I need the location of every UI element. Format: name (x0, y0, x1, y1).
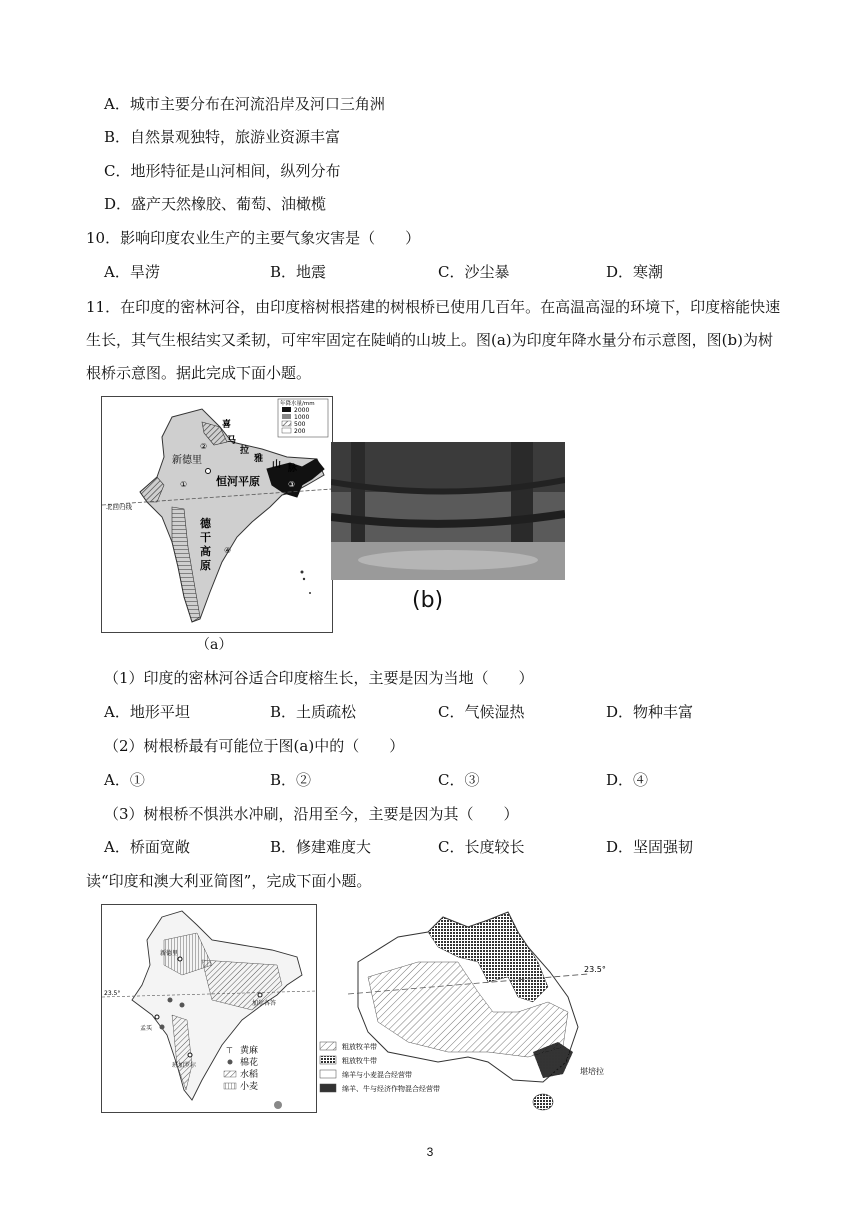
q9-option-d: D．盛产天然橡胶、葡萄、油橄榄 (104, 195, 327, 213)
q11-sub3-option-a: A．桥面宽敞 (104, 838, 190, 856)
label-ma: 马 (227, 436, 237, 446)
q11-sub2-stem: （2）树根桥最有可能位于图(a)中的（ ） (104, 737, 405, 755)
label-ya: 雅 (254, 454, 264, 464)
india-lat-label: 23.5° (104, 990, 121, 997)
legend-wheat: 小麦 (240, 1082, 259, 1092)
q11-sub1-option-c: C．气候湿热 (438, 703, 525, 721)
q11-sub2-option-d: D．④ (606, 771, 649, 789)
label-xi: 喜 (222, 420, 232, 430)
india-agriculture-map-svg (102, 905, 316, 1112)
legend-rice: 水稻 (240, 1070, 259, 1080)
q9-option-c: C．地形特征是山河相间，纵列分布 (104, 162, 341, 180)
india-precipitation-map-svg (102, 397, 332, 632)
label-canberra: 堪培拉 (580, 1067, 604, 1076)
map-a-caption: （a） (196, 637, 233, 653)
australia-livestock-map (318, 902, 618, 1116)
photo-b-caption: (b) (412, 588, 444, 613)
q11-stem: 11．在印度的密林河谷，由印度榕树根搭建的树根桥已使用几百年。在高温高湿的环境下，印度榕能快速生长，其气生根结实又柔韧，可牢牢固定在陡峭的山坡上。图(a)为印度年降水量分布示意图，图(b)为树根桥示意图。据此完成下面小题。 (86, 298, 781, 382)
legend-sheep: 粗放牧羊带 (342, 1043, 377, 1051)
marker-1: ① (180, 480, 188, 489)
q9-option-a: A．城市主要分布在河流沿岸及河口三角洲 (104, 95, 385, 113)
label-mai: 脉 (288, 464, 298, 474)
legend-value-2000: 2000 (294, 407, 310, 414)
label-tropic: 北回归线 (106, 503, 132, 511)
label-kolkata: 加尔各答 (252, 1000, 277, 1007)
intro-next: 读“印度和澳大利亚简图”，完成下面小题。 (86, 872, 372, 890)
q11-sub2-option-b: B．② (270, 771, 312, 789)
page-number: 3 (426, 1145, 434, 1159)
q10-option-a: A．旱涝 (104, 263, 160, 281)
root-bridge-photo-svg (331, 442, 565, 580)
label-de: 德 (200, 517, 211, 530)
q11-sub1-option-d: D．物种丰富 (606, 703, 694, 721)
q11-sub3-option-d: D．坚固强韧 (606, 838, 694, 856)
q11-sub1-option-a: A．地形平坦 (104, 703, 190, 721)
aus-lat-label: 23.5° (584, 965, 606, 974)
india-precipitation-map (101, 396, 333, 633)
legend-value-1000: 1000 (294, 414, 310, 421)
marker-4: ④ (224, 546, 232, 555)
legend-value-200: 200 (294, 428, 306, 435)
q10-option-c: C．沙尘暴 (438, 263, 510, 281)
marker-3: ③ (288, 480, 296, 489)
q11-sub3-stem: （3）树根桥不惧洪水冲刷，沿用至今，主要是因为其（ ） (104, 805, 519, 823)
australia-livestock-map-svg (318, 902, 618, 1116)
legend-cotton: 棉花 (240, 1058, 259, 1068)
label-new-delhi: 新德里 (172, 455, 202, 466)
svg-text:⊤: ⊤ (226, 1046, 233, 1055)
label-bangalore: 班加罗尔 (172, 1062, 197, 1069)
q11-sub1-stem: （1）印度的密林河谷适合印度榕生长，主要是因为当地（ ） (104, 669, 534, 687)
q11-sub3-option-c: C．长度较长 (438, 838, 525, 856)
label-yuan: 原 (200, 559, 211, 572)
label-la: 拉 (240, 446, 250, 456)
root-bridge-photo (331, 442, 565, 580)
label-mumbai: 孟买 (140, 1025, 153, 1032)
q10-option-d: D．寒潮 (606, 263, 664, 281)
q10-option-b: B．地震 (270, 263, 327, 281)
q11-sub2-option-a: A．① (104, 771, 145, 789)
label-gan: 干 (200, 531, 211, 544)
label-shan: 山 (272, 460, 282, 470)
q11-sub2-option-c: C．③ (438, 771, 480, 789)
q11-sub3-option-b: B．修建难度大 (270, 838, 372, 856)
legend-mixed: 绵羊、牛与经济作物混合经营带 (342, 1085, 440, 1093)
india-agriculture-map (101, 904, 317, 1113)
legend-title: 年降水量/mm (280, 401, 315, 407)
label-new-delhi-c: 新德里 (160, 950, 179, 957)
legend-jute: 黄麻 (240, 1046, 259, 1056)
legend-cattle: 粗放牧牛带 (342, 1057, 377, 1065)
label-gao: 高 (200, 545, 211, 558)
label-ganges-plain: 恒河平原 (216, 475, 260, 488)
q10-stem: 10．影响印度农业生产的主要气象灾害是（ ） (86, 229, 421, 247)
q9-option-b: B．自然景观独特，旅游业资源丰富 (104, 128, 341, 146)
marker-2: ② (200, 442, 208, 451)
q11-sub1-option-b: B．土质疏松 (270, 703, 357, 721)
legend-value-500: 500 (294, 421, 306, 428)
legend-sheep-wheat: 绵羊与小麦混合经营带 (342, 1071, 412, 1079)
